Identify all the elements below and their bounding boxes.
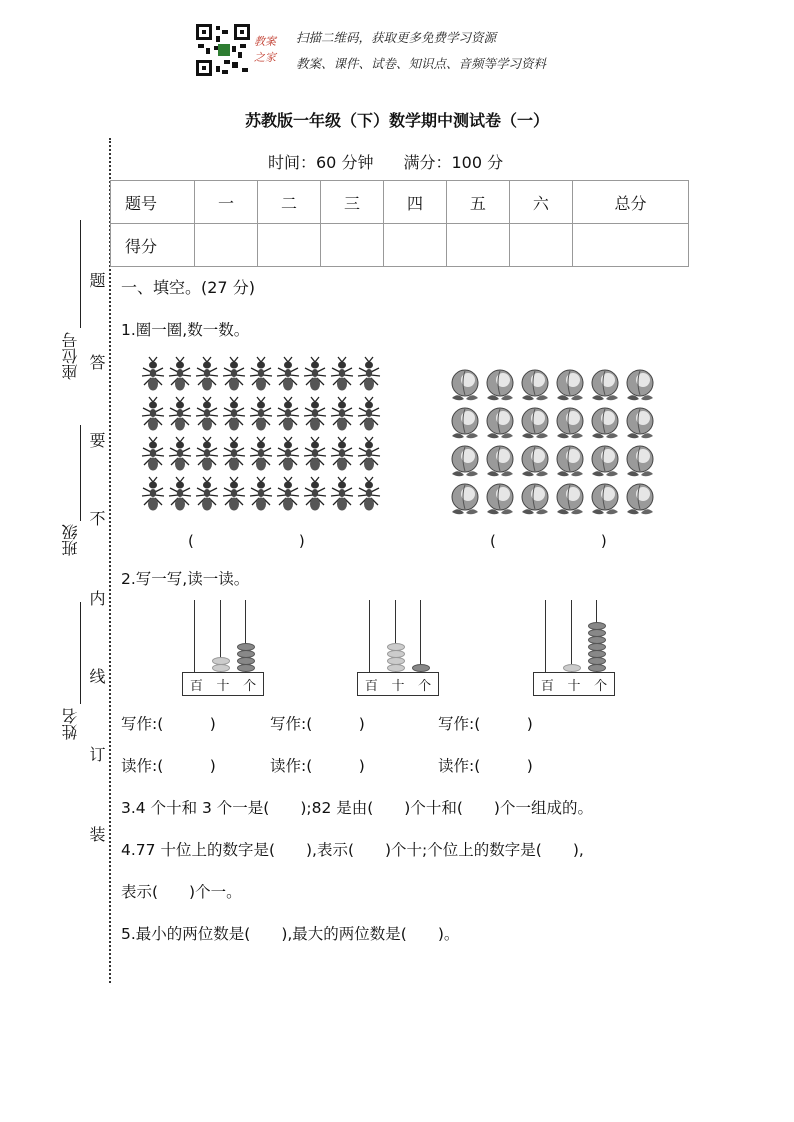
abacus-bead	[387, 664, 405, 672]
ant-icon	[167, 396, 193, 434]
abacus-bead	[588, 629, 606, 637]
binding-char: 要	[87, 432, 106, 448]
abacus	[357, 600, 439, 694]
binding-char: 线	[87, 668, 106, 684]
peach-icon	[588, 368, 622, 404]
question-1: 1.圈一圈,数一数。	[121, 321, 250, 339]
abacus-bead	[588, 622, 606, 630]
peaches-picture	[448, 368, 658, 524]
header-slogan-line1: 扫描二维码，获取更多免费学习资源	[296, 30, 497, 45]
ant-icon	[329, 476, 355, 514]
ant-icon	[140, 476, 166, 514]
abacus-bead	[237, 650, 255, 658]
peach-icon	[448, 444, 482, 480]
ant-icon	[275, 476, 301, 514]
class-field[interactable]	[80, 425, 82, 521]
header-cell: 题号	[111, 181, 195, 224]
ant-icon	[329, 396, 355, 434]
ant-icon	[329, 356, 355, 394]
answer-blank[interactable]: ( )	[188, 532, 305, 550]
abacus-bead	[563, 664, 581, 672]
abacus-base	[357, 672, 439, 696]
abacus-rod	[194, 600, 195, 672]
score-cell[interactable]	[320, 224, 383, 267]
binding-char: 装	[87, 826, 106, 842]
abacus-bead	[237, 643, 255, 651]
peach-icon	[483, 482, 517, 518]
peach-icon	[623, 444, 657, 480]
seat-number-label: 座位号	[61, 332, 80, 380]
abacus-bead	[212, 657, 230, 665]
peach-icon	[518, 482, 552, 518]
ant-icon	[194, 476, 220, 514]
ant-icon	[302, 436, 328, 474]
score-cell[interactable]	[572, 224, 688, 267]
abacus-bead	[588, 636, 606, 644]
question-5: 5.最小的两位数是( ),最大的两位数是( )。	[121, 925, 460, 943]
abacus-place-label: 个	[594, 678, 608, 694]
peach-icon	[623, 482, 657, 518]
ant-icon	[275, 356, 301, 394]
ant-icon	[140, 396, 166, 434]
abacus	[533, 600, 615, 694]
ant-icon	[248, 356, 274, 394]
name-label: 姓名	[61, 708, 80, 740]
score-cell[interactable]	[446, 224, 509, 267]
binding-char: 内	[87, 590, 106, 606]
ant-icon	[194, 436, 220, 474]
binding-char: 订	[87, 746, 106, 762]
ant-icon	[329, 436, 355, 474]
peach-icon	[623, 368, 657, 404]
abacus-base	[182, 672, 264, 696]
write-answer[interactable]: 写作:( )	[438, 715, 533, 733]
header-cell: 总分	[572, 181, 688, 224]
score-cell[interactable]	[257, 224, 320, 267]
score-cell[interactable]	[195, 224, 258, 267]
abacus-place-label: 百	[364, 678, 378, 694]
peach-icon	[483, 406, 517, 442]
ant-icon	[248, 396, 274, 434]
abacus-place-label: 百	[540, 678, 554, 694]
abacus-place-label: 十	[216, 678, 230, 694]
binding-char: 答	[87, 354, 106, 370]
peach-icon	[553, 368, 587, 404]
peach-icon	[588, 482, 622, 518]
abacus-place-label: 个	[418, 678, 432, 694]
abacus-bead	[387, 650, 405, 658]
abacus-bead	[237, 657, 255, 665]
ant-icon	[194, 396, 220, 434]
time-limit: 时间：60 分钟	[268, 153, 374, 172]
row-label: 得分	[111, 224, 195, 267]
ant-icon	[248, 476, 274, 514]
peach-icon	[588, 406, 622, 442]
peach-icon	[483, 444, 517, 480]
ant-icon	[221, 476, 247, 514]
header-slogan-line2: 教案、课件、试卷、知识点、音频等学习资料	[296, 56, 547, 71]
ant-icon	[302, 396, 328, 434]
score-cell[interactable]	[509, 224, 572, 267]
peach-icon	[448, 482, 482, 518]
ant-icon	[356, 356, 382, 394]
ant-icon	[167, 436, 193, 474]
abacus-bead	[588, 657, 606, 665]
peach-icon	[448, 406, 482, 442]
section-heading: 一、填空。(27 分)	[121, 278, 255, 297]
write-answer[interactable]: 写作:( )	[270, 715, 365, 733]
binding-char: 题	[87, 272, 106, 288]
abacus-rod	[545, 600, 546, 672]
header-cell: 二	[257, 181, 320, 224]
ant-icon	[167, 476, 193, 514]
peach-icon	[588, 444, 622, 480]
peach-icon	[553, 482, 587, 518]
qr-code-icon	[196, 24, 250, 76]
score-table	[110, 180, 689, 267]
write-answer[interactable]: 写作:( )	[121, 715, 216, 733]
abacus-rod	[571, 600, 572, 672]
abacus-bead	[588, 650, 606, 658]
logo: 教案 之家	[254, 35, 276, 64]
read-answer[interactable]: 读作:( )	[270, 757, 365, 775]
ant-icon	[140, 436, 166, 474]
question-4-cont: 表示( )个一。	[121, 883, 242, 901]
header-cell: 六	[509, 181, 572, 224]
name-field[interactable]	[80, 602, 82, 704]
abacus-rod	[420, 600, 421, 672]
abacus-bead	[237, 664, 255, 672]
binding-char: 不	[87, 510, 106, 526]
read-answer[interactable]: 读作:( )	[438, 757, 533, 775]
question-2: 2.写一写,读一读。	[121, 570, 250, 588]
ant-icon	[248, 436, 274, 474]
class-label: 班级	[61, 524, 80, 556]
peach-icon	[448, 368, 482, 404]
ant-icon	[221, 396, 247, 434]
seat-number-field[interactable]	[80, 220, 82, 328]
ant-icon	[302, 476, 328, 514]
ant-icon	[275, 396, 301, 434]
score-cell[interactable]	[383, 224, 446, 267]
peach-icon	[553, 406, 587, 442]
ant-icon	[356, 436, 382, 474]
question-4: 4.77 十位上的数字是( ),表示( )个十;个位上的数字是( ),	[121, 841, 584, 859]
question-3: 3.4 个十和 3 个一是( );82 是由( )个十和( )个一组成的。	[121, 799, 593, 817]
ant-icon	[356, 476, 382, 514]
exam-meta	[268, 150, 533, 173]
abacus-rod	[369, 600, 370, 672]
header-cell: 一	[195, 181, 258, 224]
answer-blank[interactable]: ( )	[490, 532, 607, 550]
ant-icon	[140, 356, 166, 394]
ants-picture	[140, 356, 390, 516]
full-score: 满分：100 分	[403, 153, 504, 172]
peach-icon	[553, 444, 587, 480]
header-cell: 四	[383, 181, 446, 224]
score-table-score-row	[111, 224, 689, 267]
peach-icon	[518, 368, 552, 404]
read-answer[interactable]: 读作:( )	[121, 757, 216, 775]
peach-icon	[623, 406, 657, 442]
ant-icon	[221, 436, 247, 474]
header-cell: 五	[446, 181, 509, 224]
abacus-base	[533, 672, 615, 696]
ant-icon	[302, 356, 328, 394]
ant-icon	[275, 436, 301, 474]
abacus-place-label: 百	[189, 678, 203, 694]
peach-icon	[518, 406, 552, 442]
abacus-bead	[588, 664, 606, 672]
peach-icon	[518, 444, 552, 480]
abacus-bead	[212, 664, 230, 672]
ant-icon	[194, 356, 220, 394]
page-title: 苏教版一年级（下）数学期中测试卷（一）	[244, 111, 549, 130]
abacus-bead	[387, 643, 405, 651]
abacus-place-label: 十	[391, 678, 405, 694]
abacus-place-label: 个	[243, 678, 257, 694]
ant-icon	[356, 396, 382, 434]
abacus-bead	[387, 657, 405, 665]
peach-icon	[483, 368, 517, 404]
ant-icon	[221, 356, 247, 394]
ant-icon	[167, 356, 193, 394]
abacus-bead	[588, 643, 606, 651]
abacus-place-label: 十	[567, 678, 581, 694]
header-cell: 三	[320, 181, 383, 224]
abacus-bead	[412, 664, 430, 672]
abacus	[182, 600, 264, 694]
score-table-header-row	[111, 181, 689, 224]
